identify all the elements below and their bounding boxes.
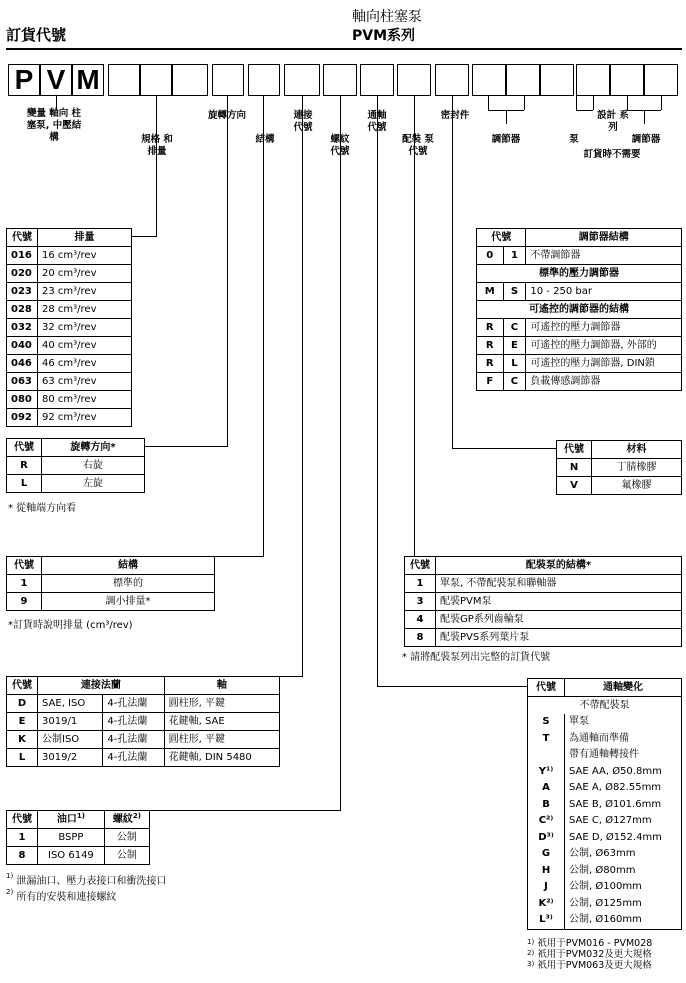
table-cell: 丁腈橡膠 (592, 459, 682, 477)
table-row (528, 764, 682, 781)
table-cell: 1 (7, 829, 38, 847)
table-header (7, 439, 145, 457)
footnote-mark: 2) (132, 811, 141, 820)
table-cell: 046 (7, 355, 38, 373)
table-cell: 公制 (104, 829, 149, 847)
label-through: 通軸 代號 (367, 110, 387, 133)
connector-line (661, 96, 662, 110)
table-row (528, 731, 682, 748)
table-cell: L³⁾ (528, 912, 565, 929)
series-name: PVM系列 (352, 28, 416, 44)
header-code: 代號 (528, 679, 565, 697)
table-cell: 氟橡膠 (592, 477, 682, 495)
table-cell: 040 (7, 337, 38, 355)
table-cell: 080 (7, 391, 38, 409)
table-cell: 28 cm³/rev (38, 301, 132, 319)
table-cell: R (477, 319, 504, 337)
table-cell: 3 (405, 593, 436, 611)
label-thread: 螺紋 代號 (330, 134, 350, 157)
table-cell: SAE, ISO (38, 695, 103, 713)
header-code: 代號 (405, 557, 436, 575)
connector-line (150, 810, 341, 811)
section-heading: 可遙控的調節器的結構 (477, 301, 682, 319)
through-notes (527, 938, 652, 971)
seal-table (556, 440, 682, 495)
table-cell: 公制, Ø80mm (565, 863, 682, 880)
connector-line (576, 110, 593, 111)
table-cell: 4-孔法蘭 (103, 731, 164, 749)
connector-line (227, 96, 228, 446)
connector-line (280, 676, 303, 677)
rotation-table (6, 438, 145, 493)
table-cell: L (7, 749, 38, 767)
table-row (528, 813, 682, 830)
table-cell: 可遙控的壓力調節器, DIN鎖 (526, 355, 682, 373)
code-box-regulator-4 (644, 64, 678, 96)
table-row (7, 247, 132, 265)
table-row (7, 829, 150, 847)
through-note-2 (527, 949, 652, 960)
table-cell: T (528, 731, 565, 748)
table-header (528, 679, 682, 697)
table-cell: R (477, 337, 504, 355)
table-cell: 020 (7, 265, 38, 283)
table-cell: 可遙控的壓力調節器 (526, 319, 682, 337)
code-box-combo (397, 64, 431, 96)
table-row (528, 830, 682, 847)
section-row (477, 265, 682, 283)
table-cell: 3019/1 (38, 713, 103, 731)
table-row (405, 629, 682, 647)
table-header (557, 441, 682, 459)
header-code: 代號 (7, 677, 38, 695)
regulator-code-b: S (503, 283, 526, 301)
table-row (528, 714, 682, 731)
table-cell: B (528, 797, 565, 814)
header-material: 材料 (592, 441, 682, 459)
table-row (7, 575, 215, 593)
table-cell: 右旋 (42, 457, 145, 475)
table-cell: 4-孔法蘭 (103, 749, 164, 767)
header-port-text: 油口 (56, 813, 77, 825)
table-cell: L (7, 475, 42, 493)
code-box-seal (435, 64, 469, 96)
table-row (7, 283, 132, 301)
connector-line (627, 96, 628, 110)
table-cell: 1 (405, 575, 436, 593)
table-cell: A (528, 780, 565, 797)
table-cell: 調小排量* (42, 593, 215, 611)
connector-line (452, 448, 556, 449)
code-box-thread (323, 64, 357, 96)
code-letter-m: M (72, 64, 104, 96)
rotation-note: * 從軸端方向看 (8, 503, 77, 514)
label-combo: 配裝 泵代號 (402, 134, 434, 157)
table-cell: R (477, 355, 504, 373)
header-code: 代號 (7, 439, 42, 457)
table-row (477, 373, 682, 391)
table-row (7, 301, 132, 319)
regulator-code-a: 0 (477, 247, 504, 265)
table-row (557, 477, 682, 495)
connector-line (215, 556, 264, 557)
header-code: 代號 (557, 441, 592, 459)
table-cell: 花鍵軸, SAE (164, 713, 279, 731)
table-cell: 46 cm³/rev (38, 355, 132, 373)
through-note-2-text: 祇用于PVM032及更大規格 (537, 949, 652, 960)
table-cell: 8 (7, 847, 38, 865)
order-code-title: 訂貨代號 (6, 26, 67, 44)
through-drive-table (527, 678, 682, 930)
table-cell: BSPP (38, 829, 105, 847)
header-code: 代號 (7, 811, 38, 829)
label-variable-pump: 變量 軸向 柱塞泵, 中壓結構 (26, 108, 82, 143)
table-cell: 23 cm³/rev (38, 283, 132, 301)
table-row (477, 319, 682, 337)
table-cell: L (503, 355, 526, 373)
table-cell: 4 (405, 611, 436, 629)
table-cell: 可遙控的壓力調節器, 外部的 (526, 337, 682, 355)
table-cell: C (503, 373, 526, 391)
label-size: 規格 和 排量 (141, 134, 173, 157)
table-cell: 1 (7, 575, 42, 593)
connector-line (377, 96, 378, 686)
table-cell: ISO 6149 (38, 847, 105, 865)
header-shaft: 軸 (164, 677, 279, 695)
table-row (528, 912, 682, 929)
table-row (477, 247, 682, 265)
footnote-mark: 1) (76, 811, 85, 820)
table-cell: 40 cm³/rev (38, 337, 132, 355)
table-cell (528, 747, 565, 764)
displacement-table (6, 228, 132, 427)
table-row (477, 283, 682, 301)
table-row (528, 780, 682, 797)
table-cell: 016 (7, 247, 38, 265)
table-cell: C²⁾ (528, 813, 565, 830)
table-cell: SAE A, Ø82.55mm (565, 780, 682, 797)
table-cell: 配裝GP系列齒輪泵 (436, 611, 682, 629)
table-row (528, 896, 682, 913)
table-cell: 配裝PVM泵 (436, 593, 682, 611)
label-not-required: 訂貨時不需要 (583, 149, 641, 160)
table-cell: 023 (7, 283, 38, 301)
through-note-3-text: 祇用于PVM063及更大規格 (537, 960, 652, 971)
connector-line (524, 96, 525, 110)
header-code: 代號 (7, 229, 38, 247)
table-cell: 公制, Ø100mm (565, 879, 682, 896)
table-cell: SAE B, Ø101.6mm (565, 797, 682, 814)
combo-note: * 請將配裝泵列出完整的訂貨代號 (402, 652, 551, 663)
table-cell: 63 cm³/rev (38, 373, 132, 391)
header-thread-text: 螺紋 (112, 813, 133, 825)
table-cell: 028 (7, 301, 38, 319)
table-cell: 單泵 (565, 714, 682, 731)
table-cell: 為通軸而準備 (565, 731, 682, 748)
table-cell: K (7, 731, 38, 749)
table-row (7, 337, 132, 355)
code-box-size-2 (140, 64, 172, 96)
header-rule (6, 48, 682, 50)
connector-line (145, 446, 228, 447)
thread-table (6, 810, 150, 865)
table-row (7, 409, 132, 427)
label-seal: 密封件 (440, 110, 470, 121)
table-row (7, 475, 145, 493)
code-box-through (360, 64, 394, 96)
table-cell: 16 cm³/rev (38, 247, 132, 265)
table-row (7, 457, 145, 475)
thread-note-2-text: 所有的安裝和連接螺紋 (16, 892, 117, 903)
table-row (7, 695, 280, 713)
table-row (7, 713, 280, 731)
table-header (405, 557, 682, 575)
table-cell: 公制, Ø63mm (565, 846, 682, 863)
code-box-rotation (212, 64, 244, 96)
connector-line (377, 686, 527, 687)
footnote-mark: 1) (527, 938, 535, 946)
table-row (528, 697, 682, 715)
footnote-mark: 1) (6, 872, 14, 880)
table-cell: V (557, 477, 592, 495)
header-thread (104, 811, 149, 829)
table-row (7, 593, 215, 611)
table-cell: 92 cm³/rev (38, 409, 132, 427)
header-code: 代號 (477, 229, 526, 247)
table-cell: 3019/2 (38, 749, 103, 767)
table-row (7, 749, 280, 767)
regulator-desc: 10 - 250 bar (526, 283, 682, 301)
header-flange: 連接法蘭 (38, 677, 165, 695)
code-box-regulator-3 (610, 64, 644, 96)
code-box-pump (540, 64, 574, 96)
label-regulator-2: 調節器 (631, 134, 661, 145)
table-cell: F (477, 373, 504, 391)
thread-note-2 (6, 888, 116, 903)
regulator-desc: 不帶調節器 (526, 247, 682, 265)
table-cell: D (7, 695, 38, 713)
table-header (477, 229, 682, 247)
table-cell: 單泵, 不帶配裝泵和聯軸器 (436, 575, 682, 593)
footnote-mark: 2) (527, 949, 535, 957)
header-code: 代號 (7, 557, 42, 575)
label-connection: 連接 代號 (293, 110, 313, 133)
table-row (7, 319, 132, 337)
table-cell: 標準的 (42, 575, 215, 593)
table-row (7, 373, 132, 391)
table-cell: N (557, 459, 592, 477)
table-cell: 公制ISO (38, 731, 103, 749)
table-cell: Y¹⁾ (528, 764, 565, 781)
table-cell: SAE D, Ø152.4mm (565, 830, 682, 847)
code-box-design (576, 64, 610, 96)
table-row (7, 355, 132, 373)
connector-line (593, 96, 594, 110)
series-subtitle: 軸向柱塞泵 (352, 9, 422, 25)
thread-note-1-text: 泄漏油口、壓力表接口和衝洗接口 (16, 876, 167, 887)
table-cell: J (528, 879, 565, 896)
table-row (477, 337, 682, 355)
table-cell: R (7, 457, 42, 475)
regulator-table (476, 228, 682, 391)
table-row (405, 575, 682, 593)
code-box-size-3 (172, 64, 208, 96)
table-cell: G (528, 846, 565, 863)
table-cell: SAE AA, Ø50.8mm (565, 764, 682, 781)
header-combo: 配裝泵的結構* (436, 557, 682, 575)
through-note-1 (527, 938, 652, 949)
table-cell: 負載傳感調節器 (526, 373, 682, 391)
table-row (528, 846, 682, 863)
connector-line (132, 236, 157, 237)
table-cell: 帶有通軸轉接件 (565, 747, 682, 764)
through-intro: 不帶配裝泵 (528, 697, 682, 715)
table-cell: E (7, 713, 38, 731)
thread-note-1 (6, 872, 166, 887)
code-box-size-1 (108, 64, 140, 96)
table-cell: 032 (7, 319, 38, 337)
table-cell: K²⁾ (528, 896, 565, 913)
table-cell: 9 (7, 593, 42, 611)
connector-line (488, 96, 489, 110)
table-row (7, 391, 132, 409)
table-cell: 配裝PVS系列葉片泵 (436, 629, 682, 647)
code-box-connection (284, 64, 320, 96)
connector-line (263, 96, 264, 556)
footnote-mark: 3) (527, 960, 535, 968)
connector-line (506, 110, 507, 124)
code-letter-p: P (8, 64, 40, 96)
through-note-1-text: 祇用于PVM016 - PVM028 (537, 938, 653, 949)
table-cell: 32 cm³/rev (38, 319, 132, 337)
header-displacement: 排量 (38, 229, 132, 247)
section-row (477, 301, 682, 319)
regulator-code-b: 1 (503, 247, 526, 265)
table-row (528, 879, 682, 896)
connector-line (452, 96, 453, 448)
regulator-code-a: M (477, 283, 504, 301)
table-cell: 公制, Ø125mm (565, 896, 682, 913)
header-through: 通軸變化 (565, 679, 682, 697)
table-row (7, 265, 132, 283)
connector-line (414, 96, 415, 556)
footnote-mark: 2) (6, 888, 14, 896)
table-cell: 8 (405, 629, 436, 647)
table-cell: 花鍵軸, DIN 5480 (164, 749, 279, 767)
table-cell: E (503, 337, 526, 355)
table-cell: 063 (7, 373, 38, 391)
table-cell: 左旋 (42, 475, 145, 493)
table-cell: 4-孔法蘭 (103, 695, 164, 713)
table-header (7, 229, 132, 247)
table-row (405, 593, 682, 611)
label-design: 設計 系列 (597, 110, 629, 133)
structure-table (6, 556, 215, 611)
table-cell: H (528, 863, 565, 880)
label-pump: 泵 (569, 134, 579, 145)
table-row (405, 611, 682, 629)
through-note-3 (527, 960, 652, 971)
series-title (352, 8, 422, 46)
code-box-structure (248, 64, 280, 96)
table-cell: 80 cm³/rev (38, 391, 132, 409)
table-header (7, 811, 150, 829)
table-cell: 4-孔法蘭 (103, 713, 164, 731)
table-cell: D³⁾ (528, 830, 565, 847)
header-regulator: 調節器結構 (526, 229, 682, 247)
table-row (7, 847, 150, 865)
header-port (38, 811, 105, 829)
connection-table (6, 676, 280, 767)
table-row (7, 731, 280, 749)
table-row (528, 747, 682, 764)
table-row (557, 459, 682, 477)
connector-line (576, 96, 577, 110)
table-row (528, 797, 682, 814)
connector-line (644, 110, 645, 124)
code-box-regulator-1 (472, 64, 506, 96)
code-letter-v: V (40, 64, 72, 96)
table-cell: 公制, Ø160mm (565, 912, 682, 929)
table-cell: 公制 (104, 847, 149, 865)
connector-line (302, 96, 303, 676)
label-regulator: 調節器 (491, 134, 521, 145)
connector-line (340, 96, 341, 810)
table-cell: C (503, 319, 526, 337)
header-structure: 結構 (42, 557, 215, 575)
combo-pump-table (404, 556, 682, 647)
table-row (528, 863, 682, 880)
connector-line (156, 96, 157, 236)
table-row (477, 355, 682, 373)
table-cell: 20 cm³/rev (38, 265, 132, 283)
table-cell: SAE C, Ø127mm (565, 813, 682, 830)
table-header (7, 557, 215, 575)
code-box-regulator-2 (506, 64, 540, 96)
label-rotation: 旋轉方向 (207, 110, 246, 121)
table-cell: 圓柱形, 平鍵 (164, 731, 279, 749)
label-structure: 結構 (255, 134, 275, 145)
table-cell: 092 (7, 409, 38, 427)
table-header (7, 677, 280, 695)
table-cell: S (528, 714, 565, 731)
header-rotation: 旋轉方向* (42, 439, 145, 457)
section-heading: 標準的壓力調節器 (477, 265, 682, 283)
table-cell: 圓柱形, 平鍵 (164, 695, 279, 713)
structure-note: *訂貨時說明排量 (cm³/rev) (8, 620, 133, 631)
